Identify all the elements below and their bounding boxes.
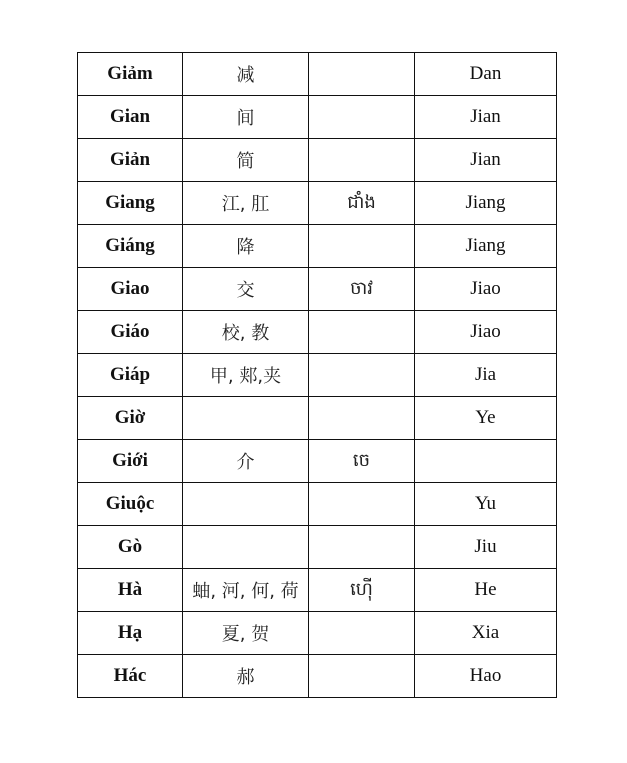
khmer-term-cell (309, 397, 415, 440)
table-row (78, 483, 557, 526)
pinyin-cell: Jiao (415, 268, 557, 311)
pinyin-cell: Jiu (415, 526, 557, 569)
khmer-term-cell (309, 311, 415, 354)
han-character-cell (183, 526, 309, 569)
table-row (78, 354, 557, 397)
han-character-cell: 江, 肛 (183, 182, 309, 225)
pinyin-cell: Jian (415, 139, 557, 182)
han-character-cell (183, 483, 309, 526)
table-row (78, 182, 557, 225)
pinyin-cell: Jia (415, 354, 557, 397)
khmer-term-cell (309, 526, 415, 569)
vietnamese-term-cell: Giới (78, 440, 183, 483)
pinyin-cell: Yu (415, 483, 557, 526)
khmer-term-cell: ចាវ (309, 268, 415, 311)
glossary-table-body (78, 53, 557, 698)
pinyin-cell: Jiang (415, 182, 557, 225)
table-row (78, 96, 557, 139)
khmer-term-cell (309, 354, 415, 397)
khmer-term-cell (309, 655, 415, 698)
table-row (78, 440, 557, 483)
khmer-term-cell (309, 612, 415, 655)
table-row (78, 53, 557, 96)
khmer-term-cell (309, 139, 415, 182)
khmer-term-cell: ជាំង (309, 182, 415, 225)
khmer-term-cell: ហ៊ើ (309, 569, 415, 612)
han-character-cell: 降 (183, 225, 309, 268)
pinyin-cell: Dan (415, 53, 557, 96)
pinyin-cell: Jiao (415, 311, 557, 354)
table-row (78, 225, 557, 268)
han-character-cell: 交 (183, 268, 309, 311)
vietnamese-term-cell: Giảm (78, 53, 183, 96)
vietnamese-term-cell: Hà (78, 569, 183, 612)
table-row (78, 655, 557, 698)
table-row (78, 139, 557, 182)
vietnamese-term-cell: Giản (78, 139, 183, 182)
vietnamese-term-cell: Giờ (78, 397, 183, 440)
han-character-cell: 蚰, 河, 何, 荷 (183, 569, 309, 612)
han-character-cell: 减 (183, 53, 309, 96)
khmer-term-cell (309, 53, 415, 96)
table-row (78, 612, 557, 655)
pinyin-cell: Jian (415, 96, 557, 139)
han-character-cell: 郝 (183, 655, 309, 698)
khmer-term-cell (309, 96, 415, 139)
vietnamese-term-cell: Gò (78, 526, 183, 569)
vietnamese-term-cell: Giao (78, 268, 183, 311)
glossary-table (77, 52, 557, 698)
pinyin-cell: Hao (415, 655, 557, 698)
vietnamese-term-cell: Giáp (78, 354, 183, 397)
vietnamese-term-cell: Giang (78, 182, 183, 225)
vietnamese-term-cell: Gian (78, 96, 183, 139)
pinyin-cell: Xia (415, 612, 557, 655)
vietnamese-term-cell: Giáng (78, 225, 183, 268)
han-character-cell: 介 (183, 440, 309, 483)
table-row (78, 569, 557, 612)
khmer-term-cell (309, 225, 415, 268)
khmer-term-cell: ចេ (309, 440, 415, 483)
pinyin-cell (415, 440, 557, 483)
vietnamese-term-cell: Hạ (78, 612, 183, 655)
han-character-cell: 夏, 贺 (183, 612, 309, 655)
table-row (78, 268, 557, 311)
table-row (78, 311, 557, 354)
pinyin-cell: He (415, 569, 557, 612)
han-character-cell: 简 (183, 139, 309, 182)
han-character-cell: 间 (183, 96, 309, 139)
han-character-cell: 校, 教 (183, 311, 309, 354)
vietnamese-term-cell: Giuộc (78, 483, 183, 526)
vietnamese-term-cell: Giáo (78, 311, 183, 354)
vietnamese-term-cell: Hác (78, 655, 183, 698)
han-character-cell: 甲, 郏,夹 (183, 354, 309, 397)
pinyin-cell: Ye (415, 397, 557, 440)
khmer-term-cell (309, 483, 415, 526)
pinyin-cell: Jiang (415, 225, 557, 268)
table-row (78, 397, 557, 440)
table-row (78, 526, 557, 569)
han-character-cell (183, 397, 309, 440)
